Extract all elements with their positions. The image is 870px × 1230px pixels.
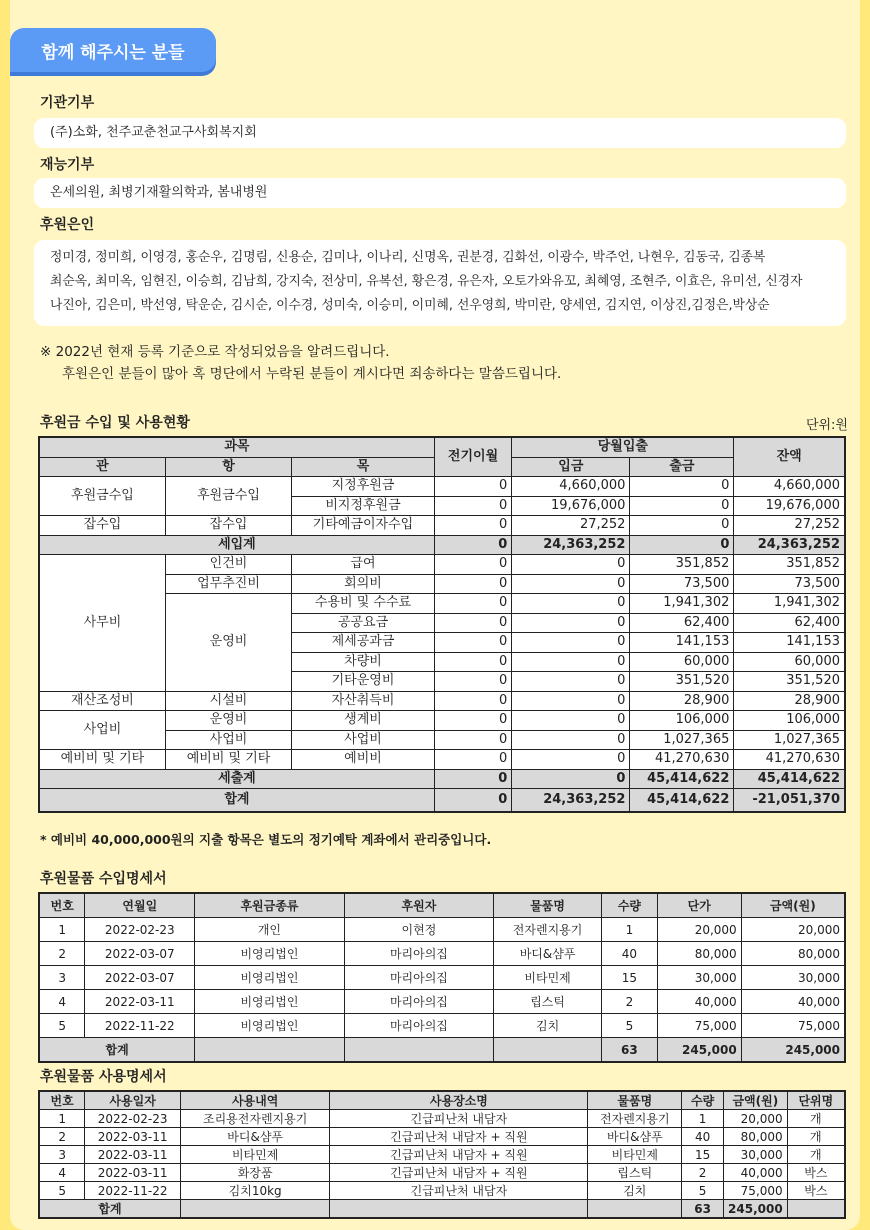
table-row <box>39 1128 845 1146</box>
table-cell: 2 <box>601 990 657 1014</box>
talent-title: 재능기부 <box>40 157 95 173</box>
table-cell: 2022-11-22 <box>85 1014 195 1038</box>
notice-line-2: 후원은인 분들이 많아 혹 명단에서 누락된 분들이 계시다면 죄송하다는 말씀드립니다. <box>62 366 562 382</box>
column-header: 번호 <box>39 1091 85 1110</box>
table-cell: 긴급피난처 내담자 <box>330 1182 588 1200</box>
table-cell: 75,000 <box>724 1182 788 1200</box>
cell-income: 4,660,000 <box>512 477 630 497</box>
cell-income: 24,363,252 <box>512 535 630 555</box>
cell-expense: 45,414,622 <box>630 789 734 813</box>
goods-use-total-row <box>39 1200 845 1219</box>
grand-total-row <box>39 789 845 813</box>
table-cell: 40 <box>682 1128 724 1146</box>
cell-income: 0 <box>512 613 630 633</box>
cell-expense: 1,027,365 <box>630 730 734 750</box>
table-cell: 80,000 <box>741 942 845 966</box>
table-cell: 2022-03-11 <box>85 1164 181 1182</box>
table-row <box>39 990 845 1014</box>
column-header: 사용장소명 <box>330 1091 588 1110</box>
cell-mok: 비지정후원금 <box>292 496 435 516</box>
table-cell: 립스틱 <box>588 1164 682 1182</box>
table-cell: 전자렌지용기 <box>494 918 602 942</box>
table-cell: 긴급피난처 내담자 + 직원 <box>330 1164 588 1182</box>
hdr-expense: 출금 <box>630 457 734 477</box>
cell-expense: 41,270,630 <box>630 750 734 770</box>
table-cell: 2022-02-23 <box>85 918 195 942</box>
goods-use-table <box>38 1090 846 1219</box>
cell-expense: 0 <box>630 496 734 516</box>
cell-expense: 60,000 <box>630 652 734 672</box>
table-cell: 이현정 <box>344 918 493 942</box>
table-cell: 2022-02-23 <box>85 1110 181 1128</box>
table-cell: 비타민제 <box>494 966 602 990</box>
cell-income: 0 <box>512 594 630 614</box>
finance-table <box>38 436 846 813</box>
goods-in-total-row <box>39 1038 845 1063</box>
cell-prev: 0 <box>434 516 511 536</box>
table-cell: 2 <box>39 942 85 966</box>
cell-prev: 0 <box>434 555 511 575</box>
column-header: 사용일자 <box>85 1091 181 1110</box>
table-cell: 박스 <box>787 1164 845 1182</box>
table-cell: 1 <box>601 918 657 942</box>
goods-in-title: 후원물품 수입명세서 <box>40 871 167 887</box>
table-cell: 3 <box>39 966 85 990</box>
org-title: 기관기부 <box>40 95 95 111</box>
cell-expense: 28,900 <box>630 691 734 711</box>
cell-qty: 63 <box>601 1038 657 1063</box>
table-cell: 30,000 <box>657 966 741 990</box>
cell-mok: 수용비 및 수수료 <box>292 594 435 614</box>
cell-income: 19,676,000 <box>512 496 630 516</box>
table-row <box>39 711 845 731</box>
cell-prev: 0 <box>434 574 511 594</box>
table-cell: 2 <box>39 1128 85 1146</box>
cell-income: 0 <box>512 555 630 575</box>
cell-label: 합계 <box>39 1200 180 1219</box>
column-header: 물품명 <box>494 893 602 918</box>
cell-label: 합계 <box>39 1038 195 1063</box>
donor-line: 최순옥, 최미옥, 임현진, 이승희, 김남희, 강지숙, 전상미, 유복선, 황은경, 유은자, 오토가와유꼬, 최혜영, 조현주, 이효은, 유미선, 신경자 <box>50 274 803 289</box>
cell-hang: 시설비 <box>165 691 291 711</box>
cell-balance: 62,400 <box>734 613 845 633</box>
cell-mok: 지정후원금 <box>292 477 435 497</box>
cell-expense: 45,414,622 <box>630 769 734 789</box>
cell-hang: 사업비 <box>165 730 291 750</box>
column-header: 금액(원) <box>741 893 845 918</box>
table-cell: 긴급피난처 내담자 + 직원 <box>330 1146 588 1164</box>
table-row <box>39 1110 845 1128</box>
hdr-gwan: 관 <box>39 457 165 477</box>
table-row <box>39 477 845 497</box>
cell-balance: 73,500 <box>734 574 845 594</box>
cell-mok: 공공요금 <box>292 613 435 633</box>
cell-expense: 0 <box>630 516 734 536</box>
donor-line: 정미경, 정미희, 이영경, 홍순우, 김명림, 신용순, 김미나, 이나리, 신명옥, 권분경, 김화선, 이광수, 박주언, 나현우, 김동국, 김종복 <box>50 250 766 265</box>
table-cell: 개 <box>787 1128 845 1146</box>
table-cell: 40 <box>601 942 657 966</box>
table-cell: 마리아의집 <box>344 942 493 966</box>
cell-income: 24,363,252 <box>512 789 630 813</box>
cell-hang: 예비비 및 기타 <box>165 750 291 770</box>
table-row <box>39 1014 845 1038</box>
table-cell: 바디&샴푸 <box>494 942 602 966</box>
hdr-hang: 항 <box>165 457 291 477</box>
cell-prev: 0 <box>434 750 511 770</box>
column-header: 수량 <box>601 893 657 918</box>
cell-hang: 업무추진비 <box>165 574 291 594</box>
table-cell: 비타민제 <box>588 1146 682 1164</box>
table-cell: 20,000 <box>657 918 741 942</box>
table-cell: 마리아의집 <box>344 990 493 1014</box>
column-header: 사용내역 <box>180 1091 329 1110</box>
cell-mok: 기타운영비 <box>292 672 435 692</box>
table-cell: 3 <box>39 1146 85 1164</box>
cell-balance: 141,153 <box>734 633 845 653</box>
table-cell: 전자렌지용기 <box>588 1110 682 1128</box>
cell-gwan: 잡수입 <box>39 516 165 536</box>
table-cell: 2022-03-07 <box>85 942 195 966</box>
column-header: 후원금종류 <box>195 893 344 918</box>
cell-mok: 사업비 <box>292 730 435 750</box>
org-box: (주)소화, 천주교춘천교구사회복지회 <box>34 118 846 148</box>
table-cell: 김치10kg <box>180 1182 329 1200</box>
cell-expense: 1,941,302 <box>630 594 734 614</box>
table-cell: 비영리법인 <box>195 1014 344 1038</box>
cell-expense: 0 <box>630 535 734 555</box>
expense-total-row <box>39 769 845 789</box>
cell-balance: 351,520 <box>734 672 845 692</box>
cell-mok: 예비비 <box>292 750 435 770</box>
hdr-prev: 전기이월 <box>434 437 511 477</box>
cell-balance: 351,852 <box>734 555 845 575</box>
column-header: 단위명 <box>787 1091 845 1110</box>
table-cell: 김치 <box>494 1014 602 1038</box>
cell-income: 0 <box>512 750 630 770</box>
cell-balance: 4,660,000 <box>734 477 845 497</box>
cell-gwan: 예비비 및 기타 <box>39 750 165 770</box>
table-cell: 40,000 <box>741 990 845 1014</box>
cell-prev: 0 <box>434 769 511 789</box>
table-cell: 40,000 <box>724 1164 788 1182</box>
cell-empty <box>494 1038 602 1063</box>
hdr-current: 당월입출 <box>512 437 734 457</box>
table-cell: 바디&샴푸 <box>588 1128 682 1146</box>
goods-use-title: 후원물품 사용명세서 <box>40 1069 167 1085</box>
table-cell: 비타민제 <box>180 1146 329 1164</box>
table-cell: 1 <box>39 918 85 942</box>
cell-balance: 60,000 <box>734 652 845 672</box>
cell-prev: 0 <box>434 633 511 653</box>
table-cell: 2022-03-11 <box>85 990 195 1014</box>
cell-empty <box>344 1038 493 1063</box>
cell-prev: 0 <box>434 672 511 692</box>
table-cell: 15 <box>682 1146 724 1164</box>
cell-prev: 0 <box>434 535 511 555</box>
cell-empty <box>588 1200 682 1219</box>
cell-income: 0 <box>512 711 630 731</box>
cell-hang: 운영비 <box>165 594 291 692</box>
cell-prev: 0 <box>434 594 511 614</box>
column-header: 단가 <box>657 893 741 918</box>
cell-expense: 73,500 <box>630 574 734 594</box>
table-row <box>39 1164 845 1182</box>
cell-gwan: 후원금수입 <box>39 477 165 516</box>
table-row <box>39 1182 845 1200</box>
cell-mok: 회의비 <box>292 574 435 594</box>
cell-balance: 28,900 <box>734 691 845 711</box>
cell-qty: 63 <box>682 1200 724 1219</box>
cell-mok: 차량비 <box>292 652 435 672</box>
cell-income: 0 <box>512 574 630 594</box>
cell-income: 0 <box>512 672 630 692</box>
table-cell: 2022-03-11 <box>85 1128 181 1146</box>
table-cell: 15 <box>601 966 657 990</box>
column-header: 금액(원) <box>724 1091 788 1110</box>
cell-prev: 0 <box>434 691 511 711</box>
table-cell: 바디&샴푸 <box>180 1128 329 1146</box>
cell-label: 합계 <box>39 789 434 813</box>
cell-gwan: 사업비 <box>39 711 165 750</box>
hdr-balance: 잔액 <box>734 437 845 477</box>
cell-balance: 27,252 <box>734 516 845 536</box>
table-cell: 40,000 <box>657 990 741 1014</box>
table-cell: 비영리법인 <box>195 990 344 1014</box>
table-cell: 30,000 <box>741 966 845 990</box>
table-cell: 5 <box>601 1014 657 1038</box>
table-cell: 4 <box>39 1164 85 1182</box>
cell-label: 세입계 <box>39 535 434 555</box>
table-cell: 80,000 <box>657 942 741 966</box>
cell-gwan: 사무비 <box>39 555 165 692</box>
donors-box <box>34 240 846 326</box>
cell-balance: 1,941,302 <box>734 594 845 614</box>
table-row <box>39 516 845 536</box>
table-cell: 긴급피난처 내담자 + 직원 <box>330 1128 588 1146</box>
cell-income: 0 <box>512 633 630 653</box>
cell-empty <box>195 1038 344 1063</box>
hdr-subject: 과목 <box>39 437 434 457</box>
cell-expense: 0 <box>630 477 734 497</box>
cell-income: 0 <box>512 691 630 711</box>
cell-prev: 0 <box>434 613 511 633</box>
cell-hang: 잡수입 <box>165 516 291 536</box>
column-header: 수량 <box>682 1091 724 1110</box>
table-cell: 개 <box>787 1146 845 1164</box>
table-cell: 립스틱 <box>494 990 602 1014</box>
cell-balance: -21,051,370 <box>734 789 845 813</box>
cell-income: 0 <box>512 730 630 750</box>
donor-line: 나진아, 김은미, 박선영, 탁운순, 김시순, 이수경, 성미숙, 이승미, 이미혜, 선우영희, 박미란, 양세연, 김지연, 이상진,김정은,박상순 <box>50 298 770 313</box>
hdr-mok: 목 <box>292 457 435 477</box>
cell-income: 27,252 <box>512 516 630 536</box>
cell-empty <box>330 1200 588 1219</box>
table-cell: 2 <box>682 1164 724 1182</box>
cell-expense: 351,852 <box>630 555 734 575</box>
section-tab: 함께 해주시는 분들 <box>10 28 216 72</box>
cell-gwan: 재산조성비 <box>39 691 165 711</box>
table-row <box>39 750 845 770</box>
cell-mok: 자산취득비 <box>292 691 435 711</box>
cell-balance: 106,000 <box>734 711 845 731</box>
talent-box: 온세의원, 최병기재활의학과, 봄내병원 <box>34 178 846 208</box>
table-cell: 20,000 <box>724 1110 788 1128</box>
table-cell: 개 <box>787 1110 845 1128</box>
cell-price: 245,000 <box>657 1038 741 1063</box>
cell-expense: 141,153 <box>630 633 734 653</box>
table-cell: 2022-03-07 <box>85 966 195 990</box>
column-header: 물품명 <box>588 1091 682 1110</box>
cell-balance: 1,027,365 <box>734 730 845 750</box>
table-cell: 75,000 <box>657 1014 741 1038</box>
cell-balance: 45,414,622 <box>734 769 845 789</box>
table-cell: 박스 <box>787 1182 845 1200</box>
table-cell: 비영리법인 <box>195 966 344 990</box>
cell-empty <box>787 1200 845 1219</box>
cell-empty <box>180 1200 329 1219</box>
cell-income: 0 <box>512 652 630 672</box>
table-cell: 개인 <box>195 918 344 942</box>
table-cell: 1 <box>39 1110 85 1128</box>
table-cell: 화장품 <box>180 1164 329 1182</box>
column-header: 번호 <box>39 893 85 918</box>
table-cell: 조리용전자렌지용기 <box>180 1110 329 1128</box>
income-total-row <box>39 535 845 555</box>
notice-line-1: ※ 2022년 현재 등록 기준으로 작성되었음을 알려드립니다. <box>40 344 390 360</box>
cell-balance: 24,363,252 <box>734 535 845 555</box>
column-header: 후원자 <box>344 893 493 918</box>
table-row <box>39 966 845 990</box>
table-cell: 4 <box>39 990 85 1014</box>
cell-hang: 후원금수입 <box>165 477 291 516</box>
table-cell: 80,000 <box>724 1128 788 1146</box>
table-cell: 20,000 <box>741 918 845 942</box>
donors-title: 후원은인 <box>40 217 95 233</box>
cell-mok: 급여 <box>292 555 435 575</box>
cell-prev: 0 <box>434 477 511 497</box>
cell-prev: 0 <box>434 789 511 813</box>
table-cell: 마리아의집 <box>344 1014 493 1038</box>
cell-expense: 351,520 <box>630 672 734 692</box>
table-cell: 2022-11-22 <box>85 1182 181 1200</box>
table-cell: 비영리법인 <box>195 942 344 966</box>
cell-balance: 19,676,000 <box>734 496 845 516</box>
table-row <box>39 1146 845 1164</box>
cell-income: 0 <box>512 769 630 789</box>
table-cell: 긴급피난처 내담자 <box>330 1110 588 1128</box>
cell-expense: 62,400 <box>630 613 734 633</box>
table-cell: 5 <box>682 1182 724 1200</box>
goods-in-table <box>38 892 846 1063</box>
cell-hang: 운영비 <box>165 711 291 731</box>
cell-amount: 245,000 <box>724 1200 788 1219</box>
table-row <box>39 555 845 575</box>
table-cell: 30,000 <box>724 1146 788 1164</box>
hdr-income: 입금 <box>512 457 630 477</box>
table-cell: 2022-03-11 <box>85 1146 181 1164</box>
finance-title: 후원금 수입 및 사용현황 <box>40 415 190 431</box>
cell-prev: 0 <box>434 652 511 672</box>
cell-mok: 기타예금이자수입 <box>292 516 435 536</box>
table-cell: 75,000 <box>741 1014 845 1038</box>
table-cell: 1 <box>682 1110 724 1128</box>
table-cell: 마리아의집 <box>344 966 493 990</box>
cell-prev: 0 <box>434 730 511 750</box>
finance-unit: 단위:원 <box>805 418 848 433</box>
table-cell: 5 <box>39 1182 85 1200</box>
table-row <box>39 918 845 942</box>
cell-hang: 인건비 <box>165 555 291 575</box>
table-row <box>39 691 845 711</box>
cell-mok: 제세공과금 <box>292 633 435 653</box>
cell-mok: 생계비 <box>292 711 435 731</box>
finance-footnote: * 예비비 40,000,000원의 지출 항목은 별도의 정기예탁 계좌에서 관리중입니다. <box>40 832 492 847</box>
cell-label: 세출계 <box>39 769 434 789</box>
cell-prev: 0 <box>434 711 511 731</box>
cell-prev: 0 <box>434 496 511 516</box>
cell-amount: 245,000 <box>741 1038 845 1063</box>
cell-balance: 41,270,630 <box>734 750 845 770</box>
table-cell: 김치 <box>588 1182 682 1200</box>
table-cell: 5 <box>39 1014 85 1038</box>
cell-expense: 106,000 <box>630 711 734 731</box>
table-row <box>39 942 845 966</box>
column-header: 연월일 <box>85 893 195 918</box>
